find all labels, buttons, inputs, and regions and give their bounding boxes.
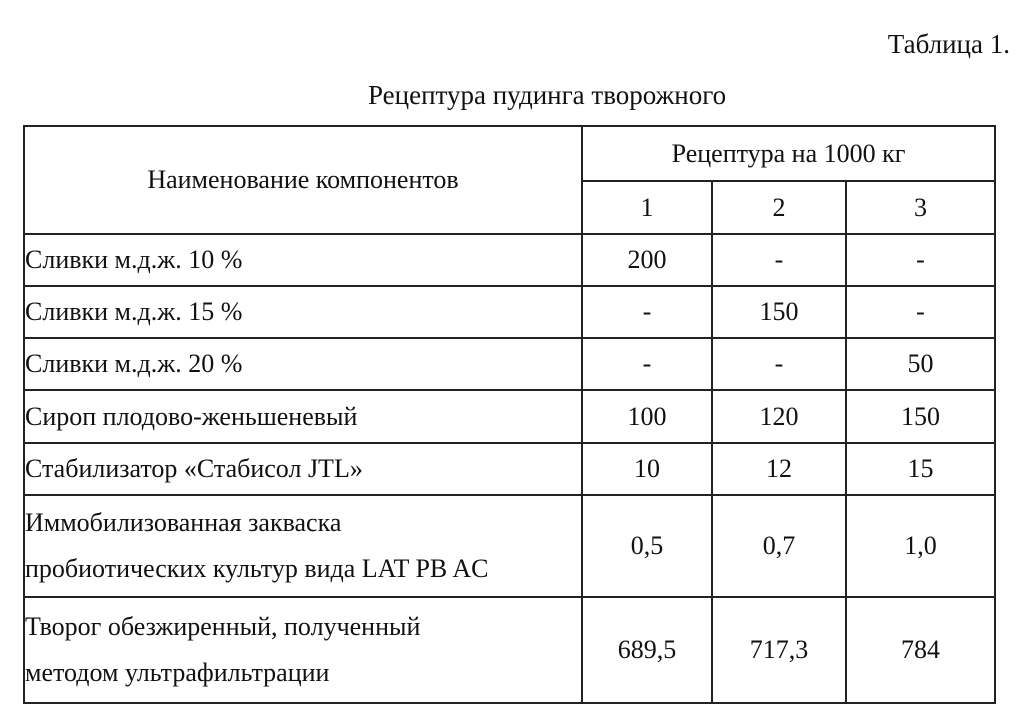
row-label-line: Творог обезжиренный, полученный: [25, 612, 421, 641]
cell-value: 150: [712, 286, 846, 338]
row-label: Сливки м.д.ж. 10 %: [24, 234, 582, 286]
table-number: Таблица 1.: [887, 29, 1010, 59]
row-label: [24, 495, 582, 597]
row-label-line: пробиотических культур вида LAT PB AC: [25, 554, 489, 583]
cell-value: -: [846, 286, 995, 338]
cell-value: 150: [846, 390, 995, 443]
cell-value: -: [582, 338, 712, 390]
row-label: Сливки м.д.ж. 15 %: [24, 286, 582, 338]
cell-value: 784: [846, 597, 995, 703]
table-row: [24, 390, 995, 443]
row-label: [24, 597, 582, 703]
cell-value: 717,3: [712, 597, 846, 703]
header-recipe-1: 1: [582, 181, 712, 234]
cell-value: -: [582, 286, 712, 338]
row-label: Стабилизатор «Стабисол JTL»: [24, 443, 582, 495]
cell-value: 50: [846, 338, 995, 390]
header-component-name: Наименование компонентов: [24, 126, 582, 234]
cell-value: 12: [712, 443, 846, 495]
header-recipe-3: 3: [846, 181, 995, 234]
table-row: [24, 234, 995, 286]
row-label-line: методом ультрафильтрации: [25, 658, 330, 687]
header-recipe-2: 2: [712, 181, 846, 234]
row-label-line: Иммобилизованная закваска: [25, 508, 342, 537]
cell-value: 689,5: [582, 597, 712, 703]
recipe-table: [23, 125, 996, 704]
header-recipe-per-1000kg: Рецептура на 1000 кг: [582, 126, 995, 181]
table-title: Рецептура пудинга творожного: [368, 80, 727, 110]
cell-value: 100: [582, 390, 712, 443]
cell-value: 10: [582, 443, 712, 495]
cell-value: -: [712, 234, 846, 286]
cell-value: 0,7: [712, 495, 846, 597]
cell-value: 15: [846, 443, 995, 495]
row-label: Сливки м.д.ж. 20 %: [24, 338, 582, 390]
cell-value: 200: [582, 234, 712, 286]
table-row: [24, 338, 995, 390]
table-row: [24, 286, 995, 338]
table-row: [24, 443, 995, 495]
row-label: Сироп плодово-женьшеневый: [24, 390, 582, 443]
cell-value: 120: [712, 390, 846, 443]
cell-value: -: [712, 338, 846, 390]
cell-value: 1,0: [846, 495, 995, 597]
cell-value: 0,5: [582, 495, 712, 597]
cell-value: -: [846, 234, 995, 286]
table-row: [24, 597, 995, 703]
table-row: [24, 495, 995, 597]
